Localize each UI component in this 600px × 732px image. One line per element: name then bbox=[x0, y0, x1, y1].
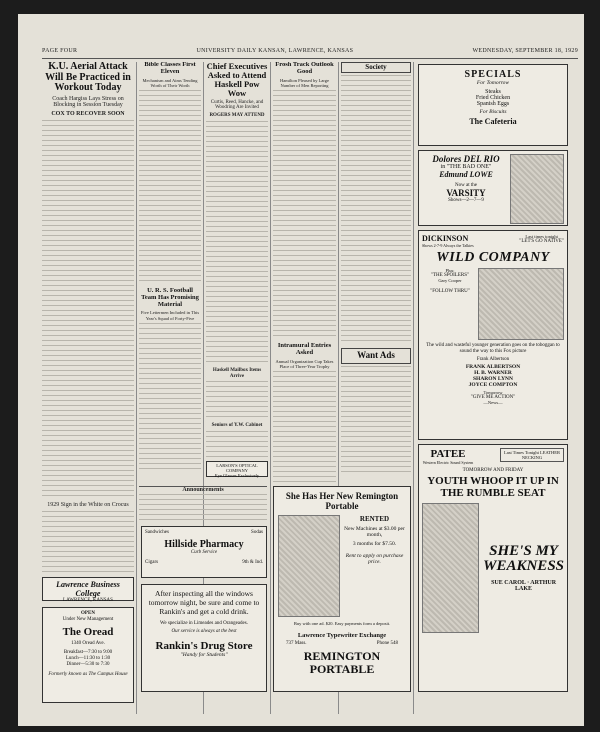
article-text bbox=[273, 90, 336, 340]
subhead-curtis: Curtis, Reed, Hancke, and Woodring Are Invited bbox=[210, 99, 264, 111]
headline-chief-executives: Chief Executives Asked to Attend Haskell Pow Wow bbox=[206, 62, 268, 98]
ad-rankins-drug: After inspecting all the windows tomorrow night, be sure and come to Rankin's and get a cold drink. We specialize in Limeades and Orangeades. Our service is always at the best Rankin's Drug Store "Handy for Students" bbox=[141, 584, 267, 692]
article-text-2 bbox=[139, 323, 201, 473]
headline-frosh-track: Frosh Track Outlook Good bbox=[275, 62, 334, 75]
rumble-seat-couple-illustration bbox=[422, 503, 479, 633]
masthead bbox=[42, 46, 578, 56]
film-title: SHE'S MY WEAKNESS bbox=[483, 543, 564, 574]
ad-varsity-theater: Dolores DEL RIO in "THE BAD ONE" Edmund LOWE Now at the VARSITY Shows—2—7—9 bbox=[418, 150, 568, 226]
wild-company-still-illustration bbox=[478, 268, 564, 340]
want-ads-text bbox=[341, 366, 411, 476]
article-text bbox=[42, 120, 134, 500]
subhead-cox: COX TO RECOVER SOON bbox=[51, 111, 125, 118]
ad-hillside-pharmacy: Sandwiches Sodas Hillside Pharmacy Curb Service Cigars 9th & Ind. bbox=[141, 526, 267, 578]
paper-title: UNIVERSITY DAILY KANSAN, LAWRENCE, KANSAS bbox=[196, 48, 354, 54]
note-crocus: 1929 Sign in the White on Crocus bbox=[47, 502, 129, 509]
headline-aerial-attack: K.U. Aerial Attack Will Be Practiced in Workout Today bbox=[45, 62, 131, 93]
subhead-annual-cup: Annual Organization Cup Takes Place of Three-Year Trophy bbox=[275, 358, 334, 369]
masthead-rule bbox=[42, 58, 578, 59]
want-ads-heading: Want Ads bbox=[341, 348, 411, 363]
subhead-lettermen: Five Lettermen Included in This Year's Squad of Forty-Five bbox=[140, 310, 200, 321]
subhead-yw-cabinet: Seniors of Y.W. Cabinet bbox=[211, 423, 263, 429]
column-religion bbox=[139, 62, 201, 512]
ad-remington: She Has Her New Remington Portable RENTED New Machines at $3.00 per month, 3 months for $7.50. Rent to apply on purchase price. Buy with one ad. $20. Easy payments form a deposit. Lawrence Typewriter Exchange 737 Mass. Phone 548 REMINGTON PORTABLE bbox=[273, 486, 411, 692]
ad-larsons-optical: LARSON'S OPTICAL COMPANY Eye Glasses Exclusively bbox=[206, 461, 268, 477]
del-rio-portrait-illustration bbox=[510, 154, 564, 224]
page-number: PAGE FOUR bbox=[42, 48, 78, 54]
society-heading: Society bbox=[341, 62, 411, 73]
ad-dickinson-theater: DICKINSON Shows 2-7-9 Always the Talkies Last times tonight "LET'S GO NATIVE" WILD COMPANY Plus: "THE SPOILERS" Gary Cooper "FOLLOW THRU" The wild and wasteful younger generation goes on the toboggan to sound the way to this Fox picture Frank Albertson FRANK ALBERTSON H. B. WARNER SHARON LYNN JOYCE COMPTON Tomorrow "GIVE ME ACTION" —News— bbox=[418, 230, 568, 440]
subhead-rogers: ROGERS MAY ATTEND bbox=[209, 113, 265, 119]
headline-football-team: U. R. S. Football Team Has Promising Material bbox=[141, 286, 199, 308]
issue-date: WEDNESDAY, SEPTEMBER 18, 1929 bbox=[472, 48, 578, 54]
ad-oread: OPEN Under New Management The Oread 1340 Oread Ave. Breakfast—7:30 to 9:00 Lunch—11:30 to 1:30 Dinner—5:30 to 7:30 Formerly known as The Campus House bbox=[42, 607, 134, 703]
column-track bbox=[273, 62, 336, 482]
subhead-mailbox: Haskell Mailbox Items Arrive bbox=[212, 367, 262, 379]
wild-company-title: WILD COMPANY bbox=[436, 250, 550, 265]
article-text-2 bbox=[206, 381, 268, 421]
ad-patee-theater: PATEE Western Electric Sound System Last Times Tonight LEATHER NECKING TOMORROW AND FRIDAY YOUTH WHOOP IT UP IN THE RUMBLE SEAT SHE'S MY WEAKNESS SUE CAROL · ARTHUR LAKE bbox=[418, 444, 568, 692]
article-text bbox=[139, 90, 201, 285]
ad-cafeteria-specials: SPECIALS For Tomorrow Steaks Fried Chicken Spanish Eggs For Biscuits The Cafeteria bbox=[418, 64, 568, 146]
announcements-text bbox=[139, 494, 267, 522]
column-society bbox=[341, 62, 411, 482]
article-text-2 bbox=[42, 511, 134, 573]
column-sports bbox=[42, 62, 134, 714]
subhead-hamilton: Hamilton Pleased by Large Number of Men Reporting bbox=[279, 77, 330, 88]
announcements-heading: Announcements bbox=[139, 486, 267, 495]
article-text bbox=[206, 121, 268, 366]
subhead-mechanism: Mechanism and Aims Tending Worth of Their Worth bbox=[142, 77, 198, 88]
headline-bible-classes: Bible Classes First Eleven bbox=[144, 62, 196, 75]
column-powwow bbox=[206, 62, 268, 512]
headline-intramural: Intramural Entries Asked bbox=[277, 341, 332, 356]
society-text bbox=[341, 75, 411, 345]
woman-with-typewriter-illustration bbox=[278, 515, 340, 617]
article-text-2 bbox=[273, 371, 336, 482]
ad-business-college: Lawrence Business College LAWRENCE, KANSAS bbox=[42, 577, 134, 601]
subhead-hargiss: Coach Hargiss Lays Stress on Blocking in Session Tuesday bbox=[52, 95, 124, 109]
newspaper-page bbox=[18, 14, 584, 726]
article-text-3 bbox=[206, 431, 268, 459]
